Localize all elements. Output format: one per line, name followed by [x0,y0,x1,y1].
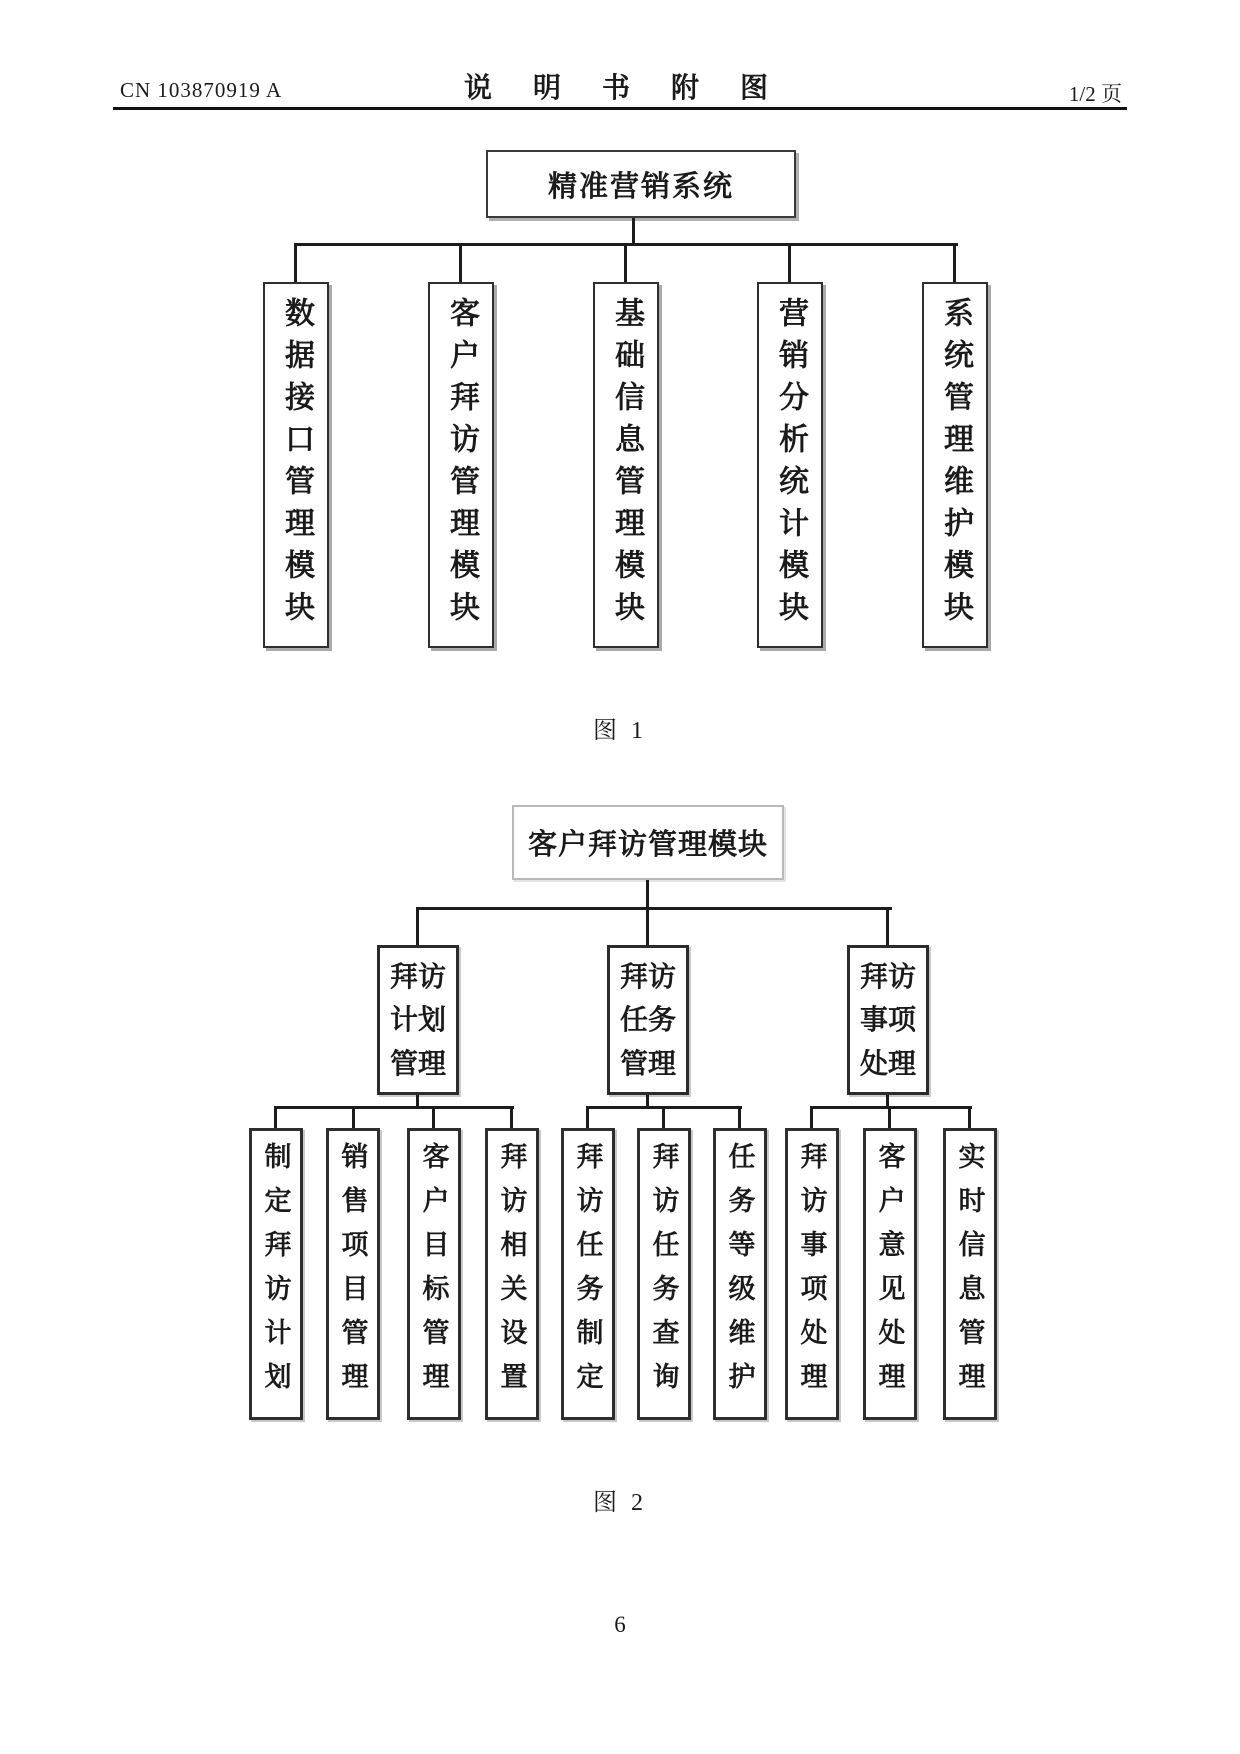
fig2-leaf-box [785,1128,839,1420]
connector-line [416,907,892,910]
connector-line [738,1108,741,1128]
fig2-level2-label: 拜访事项处理 [859,960,916,1079]
fig2-leaf-box [637,1128,691,1420]
fig1-module-label: 营销分析统计模块 [774,297,807,633]
fig2-root-box: 客户拜访管理模块 [512,805,784,880]
patent-number: CN 103870919 A [120,78,283,102]
connector-line [274,1106,514,1109]
connector-line [810,1106,972,1109]
fig1-module-label: 基础信息管理模块 [610,297,643,633]
connector-line [632,218,635,245]
fig2-leaf-box [407,1128,461,1420]
connector-line [888,1108,891,1128]
fig1-module-box [593,282,659,648]
fig2-leaf-label: 销售项目管理 [337,1142,368,1406]
fig2-level2-label: 拜访任务管理 [619,960,676,1079]
fig1-module-box [757,282,823,648]
connector-line [294,245,297,283]
connector-line [646,880,649,910]
fig1-module-label: 系统管理维护模块 [939,297,972,633]
fig1-module-label: 数据接口管理模块 [280,297,313,633]
connector-line [968,1108,971,1128]
connector-line [586,1108,589,1128]
connector-line [510,1108,513,1128]
fig2-level2-box [377,945,459,1095]
fig2-leaf-label: 客户目标管理 [418,1142,449,1406]
fig2-leaf-label: 拜访任务查询 [648,1142,679,1406]
connector-line [810,1108,813,1128]
fig2-leaf-box [561,1128,615,1420]
fig1-module-box [263,282,329,648]
connector-line [416,910,419,945]
fig1-module-box [428,282,494,648]
fig1-caption: 图 1 [593,718,647,744]
page-indicator: 1/2 页 [1068,82,1122,106]
fig2-leaf-box [863,1128,917,1420]
fig2-leaf-box [326,1128,380,1420]
fig2-leaf-box [713,1128,767,1420]
connector-line [274,1108,277,1128]
connector-line [788,245,791,283]
fig2-leaf-box [485,1128,539,1420]
connector-line [953,245,956,283]
fig2-level2-box [607,945,689,1095]
fig2-leaf-box [943,1128,997,1420]
header-rule [113,107,1127,110]
connector-line [886,910,889,945]
fig2-level2-label: 拜访计划管理 [389,960,446,1079]
page-number: 6 [614,1612,626,1637]
fig2-caption: 图 2 [593,1490,647,1516]
connector-line [662,1108,665,1128]
fig2-leaf-label: 拜访相关设置 [496,1142,527,1406]
connector-line [432,1108,435,1128]
page-title: 说 明 书 附 图 [463,73,776,104]
fig2-leaf-label: 拜访任务制定 [572,1142,603,1406]
fig2-leaf-label: 实时信息管理 [954,1142,985,1406]
fig2-level2-box [847,945,929,1095]
connector-line [624,245,627,283]
fig1-root-box: 精准营销系统 [486,150,796,218]
connector-line [352,1108,355,1128]
fig2-leaf-box [249,1128,303,1420]
fig2-leaf-label: 任务等级维护 [724,1142,755,1406]
connector-line [646,910,649,945]
fig1-module-label: 客户拜访管理模块 [445,297,478,633]
fig2-leaf-label: 客户意见处理 [874,1142,905,1406]
fig2-leaf-label: 拜访事项处理 [796,1142,827,1406]
fig2-leaf-label: 制定拜访计划 [260,1142,291,1406]
connector-line [459,245,462,283]
fig1-module-box [922,282,988,648]
